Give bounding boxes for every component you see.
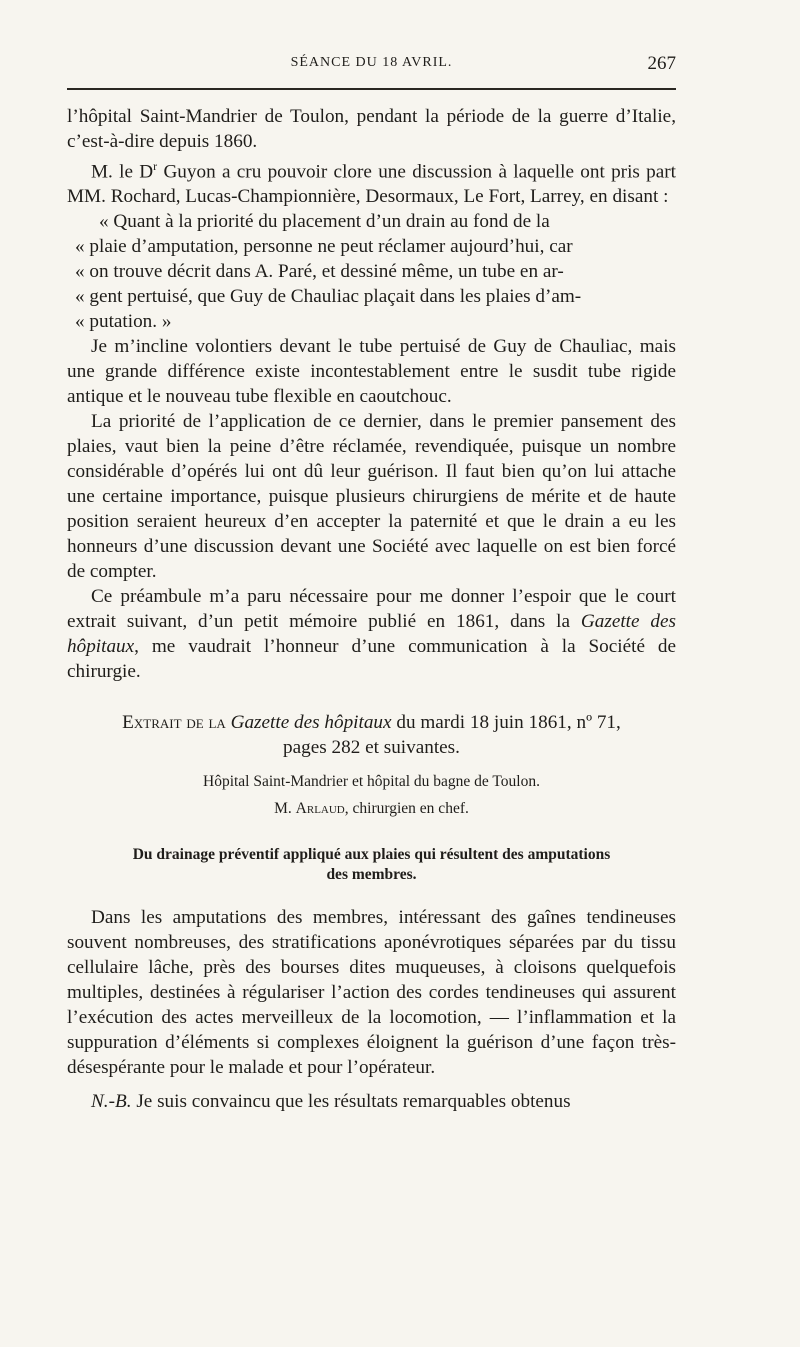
- paragraph-2: [67, 154, 676, 209]
- paragraph-4: La priorité de l’application de ce dernier, dans le premier pansement des plaies, vaut bien la peine d’être réclamée, revendiquée, puisque un nombre considérable d’opérés lui ont dû leur guérison. Il faut bien qu’on lui attache une certaine importance, puisque plusieurs chirurgiens de mérite et de haute position seraient heureux d’en accepter la paternité et que le drain a eu les honneurs d’une discussion devant une Société avec laquelle on est bien forcé de compter.: [67, 411, 676, 583]
- running-head: SÉANCE DU 18 AVRIL.: [290, 55, 453, 70]
- article-title-line-1: Du drainage préventif appliqué aux plaies qui résultent des amputations: [132, 846, 611, 864]
- page-header: [67, 55, 676, 81]
- paragraph-7-label: N.-B.: [91, 1091, 132, 1113]
- paragraph-5-post: , me vaudrait l’honneur d’une communication à la Société de chirurgie.: [67, 636, 676, 683]
- paragraph-2-pre: M. le D: [91, 161, 154, 183]
- paragraph-1: l’hôpital Saint-Mandrier de Toulon, pendant la période de la guerre d’Italie, c’est-à-dire depuis 1860.: [67, 106, 676, 152]
- article-title-line-2: des membres.: [326, 866, 417, 884]
- hospital-line: Hôpital Saint-Mandrier et hôpital du bagne de Toulon.: [203, 773, 540, 791]
- paragraph-7-text: Je suis convaincu que les résultats remarquables obtenus: [131, 1091, 571, 1113]
- header-rule: [67, 88, 676, 90]
- extract-journal: Gazette des hôpitaux: [230, 712, 392, 734]
- quote-line-3: « on trouve décrit dans A. Paré, et dessiné même, un tube en ar-: [75, 261, 564, 283]
- paragraph-2-sup: r: [153, 159, 158, 173]
- quote-line-4: « gent pertuisé, que Guy de Chauliac plaçait dans les plaies d’am-: [75, 286, 582, 308]
- extract-label: Extrait de la: [122, 712, 226, 734]
- quote-line-2: « plaie d’amputation, personne ne peut réclamer aujourd’hui, car: [75, 236, 573, 258]
- extract-pages: pages 282 et suivantes.: [283, 737, 460, 759]
- quote-line-5: « putation. »: [75, 311, 172, 333]
- surgeon-prefix: M.: [274, 800, 296, 818]
- quote-line-1: « Quant à la priorité du placement d’un drain au fond de la: [99, 211, 550, 233]
- paragraph-5: [67, 584, 676, 684]
- quotation: [67, 209, 676, 334]
- paragraph-2-post: Guyon a cru pouvoir clore une discussion à laquelle ont pris part MM. Rochard, Lucas-Championnière, Desormaux, Le Fort, Larrey, en disant :: [67, 161, 676, 208]
- page-number: 267: [647, 53, 676, 74]
- paragraph-7: [67, 1089, 676, 1114]
- paragraph-5-pre: Ce préambule m’a paru nécessaire pour me donner l’espoir que le court extrait suivant, d’un petit mémoire publié en 1861, dans la: [67, 586, 676, 633]
- surgeon-role: , chirurgien en chef.: [344, 800, 469, 818]
- extract-heading: [67, 710, 676, 735]
- page-body: [67, 104, 676, 1114]
- paragraph-6: Dans les amputations des membres, intéressant des gaînes tendineuses souvent nombreuses, des stratifications aponévrotiques séparées par du tissu cellulaire lâche, près des bourses dites muqueuses, à cloisons quelquefois multiples, destinées à régulariser l’action des cordes tendineuses qui assurent l’exécution des actes merveilleux de la locomotion, — l’inflammation et la suppuration d’éléments si complexes éloignent la guérison d’une façon très-désespérante pour le malade et pour l’opérateur.: [67, 907, 676, 1079]
- extract-date: du mardi 18 juin 1861, nº 71,: [391, 712, 621, 734]
- paragraph-5-italic: Gazette des hôpitaux: [67, 611, 676, 658]
- surgeon-name: Arlaud: [295, 800, 345, 818]
- surgeon-line: [67, 798, 676, 819]
- paragraph-3: Je m’incline volontiers devant le tube pertuisé de Guy de Chauliac, mais une grande différence existe incontestablement entre le susdit tube rigide antique et le nouveau tube flexible en caoutchouc.: [67, 336, 676, 408]
